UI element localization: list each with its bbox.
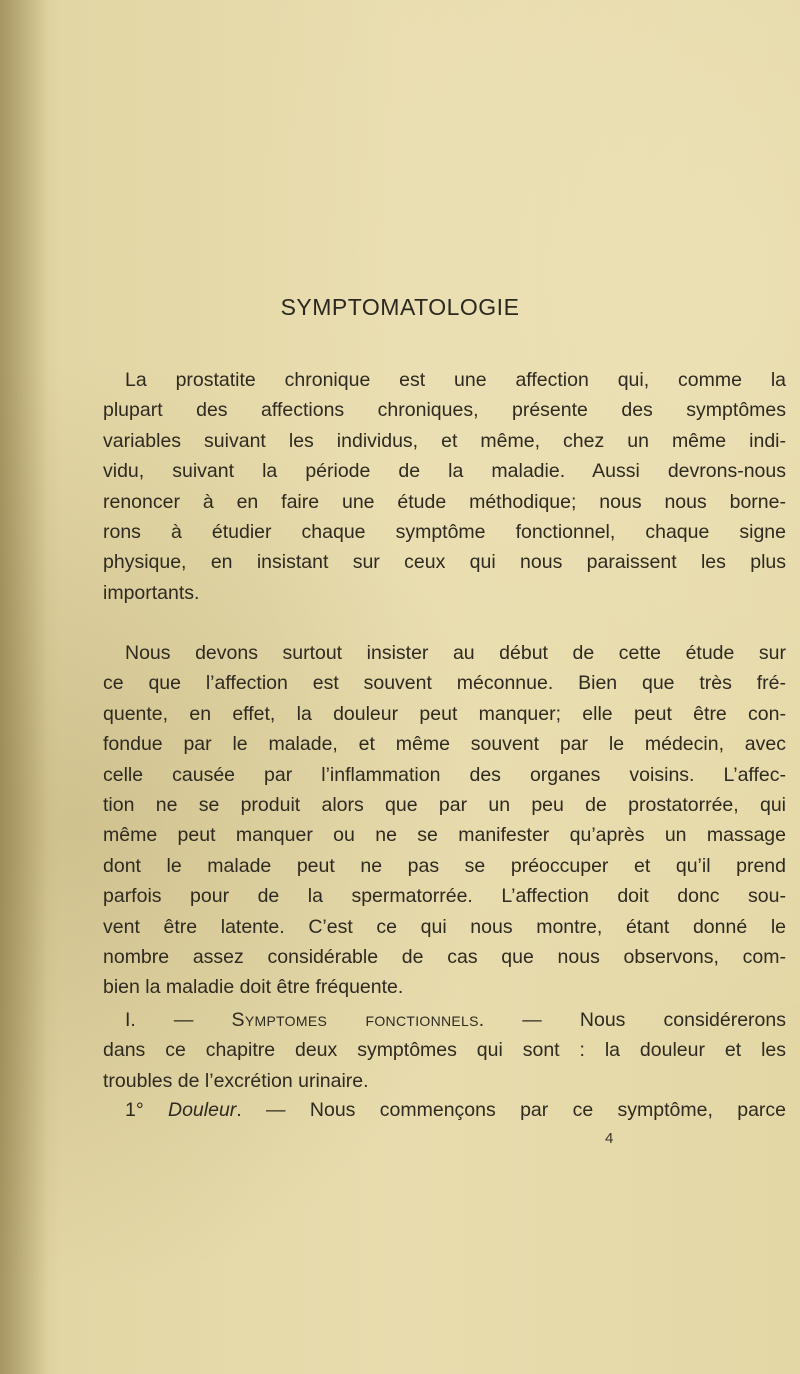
text-line: dans ce chapitre deux symptômes qui sont : la douleur et les [103,1039,786,1062]
text-line: renoncer à en faire une étude méthodique; nous nous borne- [103,490,786,513]
text-line: celle causée par l’inflammation des organes voisins. L’affec- [103,763,786,786]
text-line: nombre assez considérable de cas que nous observons, com- [103,945,786,968]
text-line: troubles de l’excrétion urinaire. [103,1069,369,1092]
page-number: 4 [605,1130,614,1147]
subsection-number: 1° [125,1099,168,1121]
text-line: physique, en insistant sur ceux qui nous paraissent les plus [103,551,786,574]
text-line: Nous devons surtout insister au début de cette étude sur [125,642,786,664]
paragraph-latency [103,638,786,1003]
section-symptomes-fonctionnels [103,1005,786,1096]
text-line: bien la maladie doit être fréquente. [103,976,404,999]
text-line: dont le malade peut ne pas se préoccuper et qu’il prend [103,854,786,877]
text-line: variables suivant les individus, et même, chez un même indi- [103,429,786,452]
text-line: rons à étudier chaque symptôme fonctionnel, chaque signe [103,520,786,543]
text-line: La prostatite chronique est une affection qui, comme la [125,369,786,391]
text-line: plupart des affections chroniques, présente des symptômes [103,399,786,422]
text-line: vent être latente. C’est ce qui nous montre, étant donné le [103,915,786,938]
text-line: ce que l’affection est souvent méconnue. Bien que très fré- [103,672,786,695]
section-heading-rest: . — Nous considérerons [478,1009,786,1031]
text-line: même peut manquer ou ne se manifester qu’après un massage [103,824,786,847]
text-line: quente, en effet, la douleur peut manquer; elle peut être con- [103,702,786,725]
subsection-douleur [103,1095,786,1125]
subsection-heading: Douleur [168,1099,237,1121]
subsection-heading-line [103,1095,786,1125]
text-line: importants. [103,581,200,604]
section-heading: Symptomes fonctionnels [231,1009,479,1031]
paragraph-intro [103,365,786,608]
text-line: tion ne se produit alors que par un peu de prostatorrée, qui [103,793,786,816]
subsection-heading-rest: . — Nous commençons par ce symptôme, parce [236,1099,787,1121]
page-title: SYMPTOMATOLOGIE [280,294,520,320]
text-line: vidu, suivant la période de la maladie. Aussi devrons-nous [103,460,786,483]
text-line: fondue par le malade, et même souvent par le médecin, avec [103,733,786,756]
text-line: parfois pour de la spermatorrée. L’affection doit donc sou- [103,885,786,908]
section-heading-line [103,1005,786,1035]
section-number: I. — [125,1009,232,1031]
page-edge-shadow [0,0,48,1374]
